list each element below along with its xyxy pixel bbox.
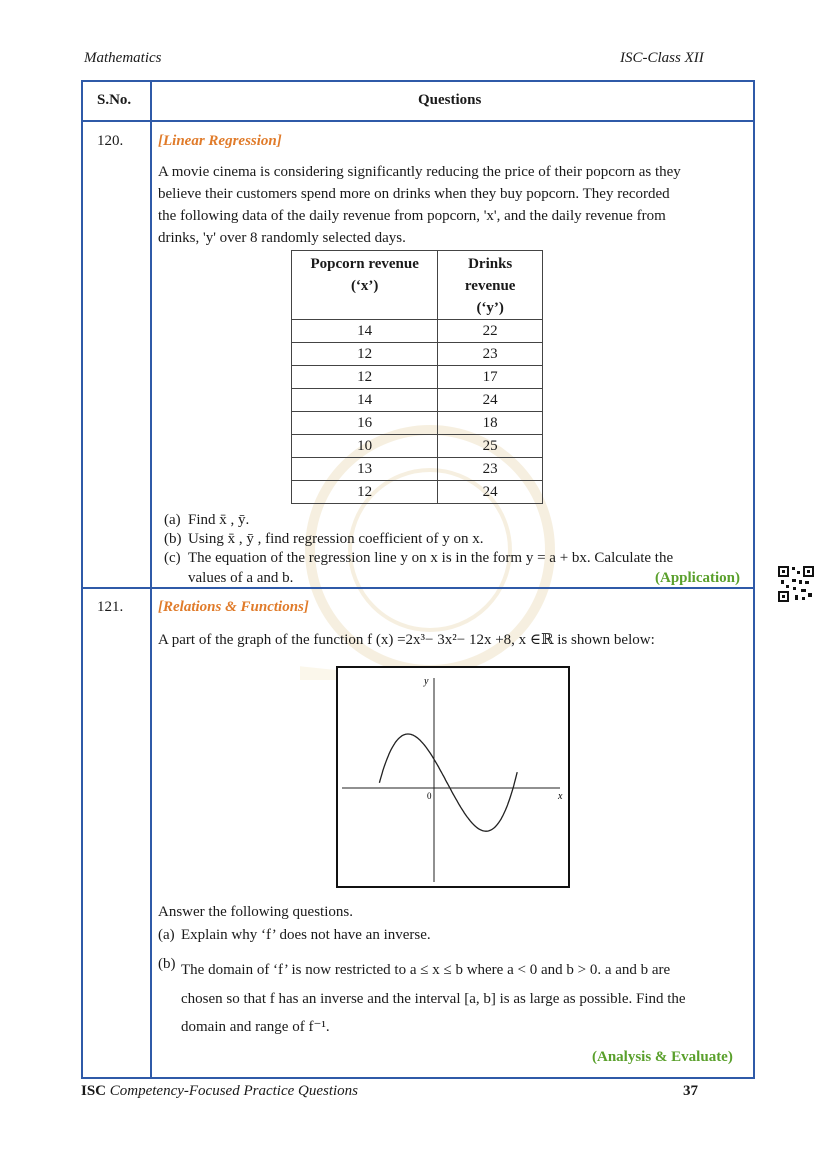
intro-line: drinks, 'y' over 8 randomly selected days. bbox=[158, 230, 406, 246]
question-number-121: 121. bbox=[97, 599, 124, 615]
table-row bbox=[292, 320, 543, 343]
intro-line: A movie cinema is considering significantly reducing the price of their popcorn as they bbox=[158, 164, 681, 180]
x-axis-label: x bbox=[558, 791, 563, 802]
header-row-divider bbox=[81, 120, 755, 122]
table-row bbox=[292, 343, 543, 366]
popcorn-value: 12 bbox=[292, 481, 438, 504]
popcorn-value: 13 bbox=[292, 458, 438, 481]
popcorn-value: 14 bbox=[292, 389, 438, 412]
header-line: revenue bbox=[464, 278, 516, 294]
part-c-label: (c) bbox=[164, 550, 181, 566]
table-row bbox=[292, 481, 543, 504]
questions-column-header: Questions bbox=[418, 92, 482, 108]
footer-title bbox=[81, 1083, 358, 1100]
table-row bbox=[292, 458, 543, 481]
intro-line: the following data of the daily revenue from popcorn, 'x', and the daily revenue from bbox=[158, 208, 666, 224]
popcorn-value: 12 bbox=[292, 343, 438, 366]
drinks-value: 23 bbox=[438, 343, 543, 366]
intro-line: believe their customers spend more on drinks when they buy popcorn. They recorded bbox=[158, 186, 670, 202]
question-120-intro bbox=[158, 161, 748, 249]
footer-subtitle: Competency-Focused Practice Questions bbox=[109, 1083, 359, 1099]
topic-tag-linear-regression: [Linear Regression] bbox=[158, 133, 282, 149]
table-row bbox=[292, 435, 543, 458]
drinks-column-header bbox=[438, 251, 543, 320]
popcorn-column-header bbox=[292, 251, 438, 320]
drinks-value: 22 bbox=[438, 320, 543, 343]
table-row bbox=[292, 412, 543, 435]
part-c-continuation: values of a and b. bbox=[188, 570, 294, 586]
question-number-120: 120. bbox=[97, 133, 124, 149]
drinks-value: 17 bbox=[438, 366, 543, 389]
popcorn-value: 16 bbox=[292, 412, 438, 435]
popcorn-value: 14 bbox=[292, 320, 438, 343]
popcorn-value: 10 bbox=[292, 435, 438, 458]
drinks-value: 25 bbox=[438, 435, 543, 458]
part-c-text: The equation of the regression line y on x is in the form y = a + bx. Calculate the bbox=[188, 550, 674, 566]
function-graph bbox=[336, 666, 570, 888]
revenue-data-table bbox=[291, 250, 543, 504]
origin-label: 0 bbox=[427, 791, 432, 801]
drinks-value: 24 bbox=[438, 481, 543, 504]
table-row bbox=[292, 389, 543, 412]
drinks-value: 23 bbox=[438, 458, 543, 481]
function-curve bbox=[379, 734, 517, 831]
header-line: (‘y’) bbox=[476, 300, 504, 316]
y-axis-label: y bbox=[424, 676, 429, 687]
part-b-text: Using x̄ , ȳ , find regression coefficient of y on x. bbox=[188, 531, 484, 547]
page-number: 37 bbox=[683, 1083, 698, 1099]
column-divider bbox=[150, 80, 152, 1079]
part-b-label: (b) bbox=[164, 531, 182, 547]
part-a-text: Find x̄ , ȳ. bbox=[188, 512, 250, 528]
drinks-value: 24 bbox=[438, 389, 543, 412]
table-row bbox=[292, 366, 543, 389]
header-line: (‘x’) bbox=[350, 278, 379, 294]
cognitive-level-badge: (Analysis & Evaluate) bbox=[592, 1049, 733, 1065]
part-a-label: (a) bbox=[164, 512, 181, 528]
row-divider bbox=[81, 587, 755, 589]
question-121-intro: A part of the graph of the function f (x) =2x³− 3x²− 12x +8, x ∈ℝ is shown below: bbox=[158, 632, 655, 648]
part-b-text bbox=[181, 956, 686, 1042]
footer-brand: ISC bbox=[81, 1083, 107, 1099]
header-line: Popcorn revenue bbox=[310, 256, 419, 272]
qr-code-icon[interactable] bbox=[777, 565, 815, 603]
part-b-label: (b) bbox=[158, 956, 176, 972]
answer-intro: Answer the following questions. bbox=[158, 904, 353, 920]
part-a-label: (a) bbox=[158, 927, 175, 943]
running-header-subject: Mathematics bbox=[84, 50, 162, 66]
part-b-line: chosen so that f has an inverse and the interval [a, b] is as large as possible. Find the bbox=[181, 990, 686, 1007]
popcorn-value: 12 bbox=[292, 366, 438, 389]
cognitive-level-badge: (Application) bbox=[655, 570, 741, 586]
drinks-value: 18 bbox=[438, 412, 543, 435]
sno-column-header: S.No. bbox=[97, 92, 132, 108]
header-line: Drinks bbox=[468, 256, 513, 272]
topic-tag-relations-functions: [Relations & Functions] bbox=[158, 599, 309, 615]
part-b-line: The domain of ‘f’ is now restricted to a ≤ x ≤ b where a < 0 and b > 0. a and b are bbox=[181, 962, 671, 978]
running-header-class: ISC-Class XII bbox=[620, 50, 704, 66]
part-a-text: Explain why ‘f’ does not have an inverse. bbox=[181, 927, 431, 943]
part-b-line: domain and range of f⁻¹. bbox=[181, 1019, 330, 1035]
cubic-graph-plot bbox=[338, 668, 568, 886]
